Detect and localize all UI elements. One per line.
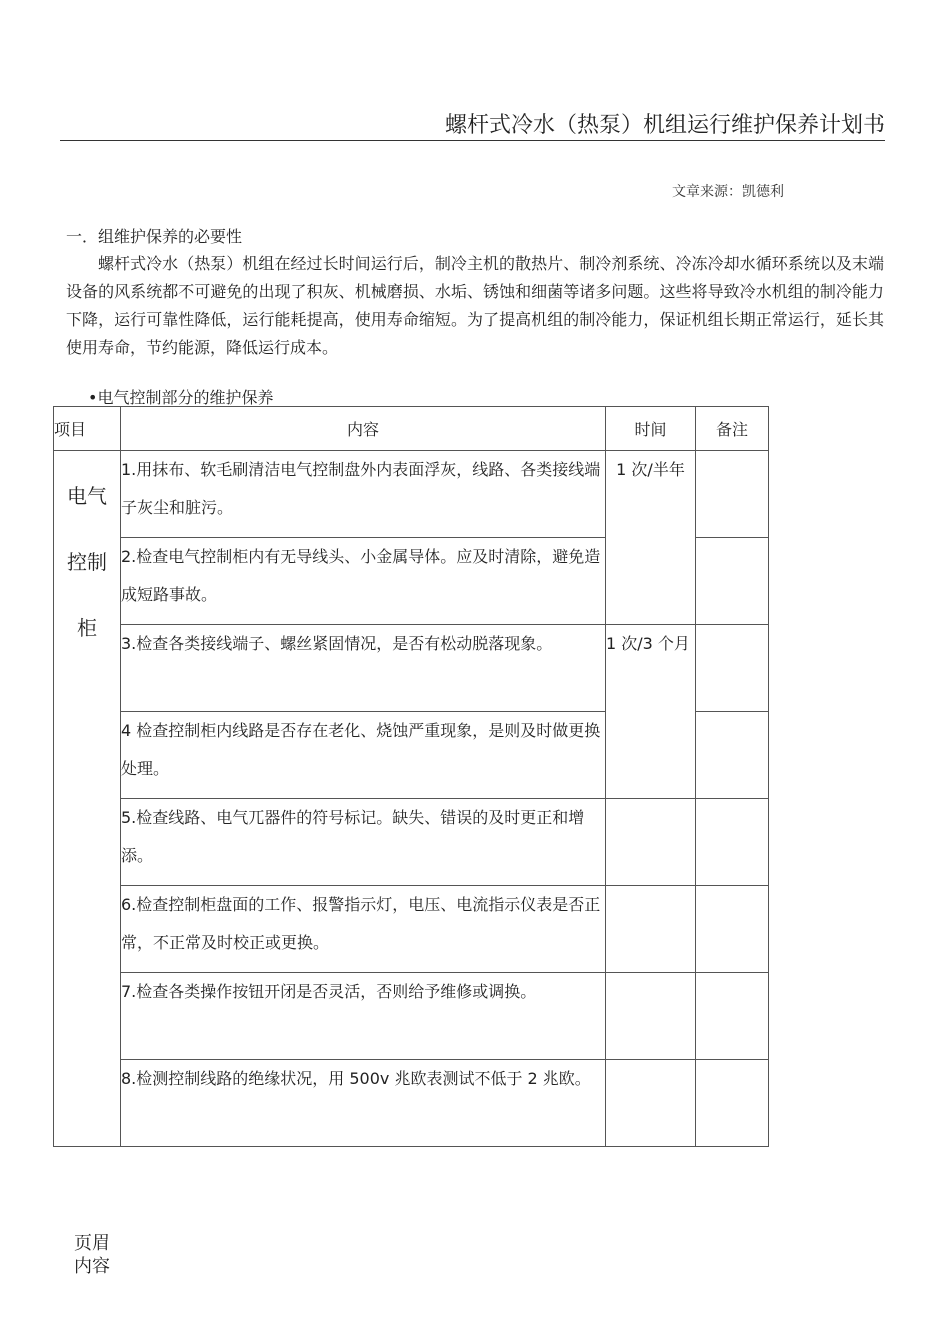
header-time: 时间 [606,407,696,451]
maintenance-table [53,406,769,1147]
table-header-row [54,407,769,451]
time-cell-three-months: 1 次/3 个月 [606,625,696,799]
category-line: 柜 [77,616,97,640]
table-row [54,886,769,973]
intro-paragraph: 螺杆式冷水（热泵）机组在经过长时间运行后，制冷主机的散热片、制冷剂系统、冷冻冷却水循环系统以及末端设备的风系统都不可避免的出现了积灰、机械磨损、水垢、锈蚀和细菌等诸多问题。这些将导致冷水机组的制冷能力下降，运行可靠性降低，运行能耗提高，使用寿命缩短。为了提高机组的制冷能力，保证机组长期正常运行，延长其使用寿命，节约能源，降低运行成本。 [66,254,884,357]
article-source: 文章来源：凯德利 [672,184,784,200]
category-line: 控制 [67,550,107,574]
remark-cell [696,886,769,973]
header-remark: 备注 [696,407,769,451]
remark-cell [696,451,769,538]
time-cell-half-year: 1 次/半年 [606,451,696,625]
category-cell [54,451,121,1147]
remark-cell [696,625,769,712]
category-line: 电气 [67,484,107,508]
header-content: 内容 [121,407,606,451]
content-cell: 4 检查控制柜内线路是否存在老化、烧蚀严重现象，是则及时做更换处理。 [121,712,606,799]
table-row [54,625,769,712]
page-header-placeholder [74,1232,110,1278]
header-item: 项目 [54,407,121,451]
table-row [54,973,769,1060]
document-title: 螺杆式冷水（热泵）机组运行维护保养计划书 [444,113,885,138]
content-cell: 2.检查电气控制柜内有无导线头、小金属导体。应及时清除，避免造成短路事故。 [121,538,606,625]
content-cell: 3.检查各类接线端子、螺丝紧固情况，是否有松动脱落现象。 [121,625,606,712]
remark-cell [696,538,769,625]
content-cell: 5.检查线路、电气兀器件的符号标记。缺失、错误的及时更正和增添。 [121,799,606,886]
remark-cell [696,712,769,799]
time-cell [606,886,696,973]
time-cell [606,1060,696,1147]
table-row [54,799,769,886]
remark-cell [696,799,769,886]
content-cell: 8.检测控制线路的绝缘状况，用 500v 兆欧表测试不低于 2 兆欧。 [121,1060,606,1147]
remark-cell [696,1060,769,1147]
content-cell: 7.检查各类操作按钮开闭是否灵活，否则给予维修或调换。 [121,973,606,1060]
section-heading: 一．组维护保养的必要性 [66,227,243,246]
content-cell: 6.检查控制柜盘面的工作、报警指示灯，电压、电流指示仪表是否正常，不正常及时校正或更换。 [121,886,606,973]
footer-line: 页眉 [74,1233,110,1254]
content-cell: 1.用抹布、软毛刷清洁电气控制盘外内表面浮灰，线路、各类接线端子灰尘和脏污。 [121,451,606,538]
time-cell [606,799,696,886]
time-cell [606,973,696,1060]
table-row [54,1060,769,1147]
footer-line: 内容 [74,1256,110,1277]
title-underline [60,140,885,141]
table-row [54,451,769,538]
subsection-title: •电气控制部分的维护保养 [88,388,274,407]
remark-cell [696,973,769,1060]
